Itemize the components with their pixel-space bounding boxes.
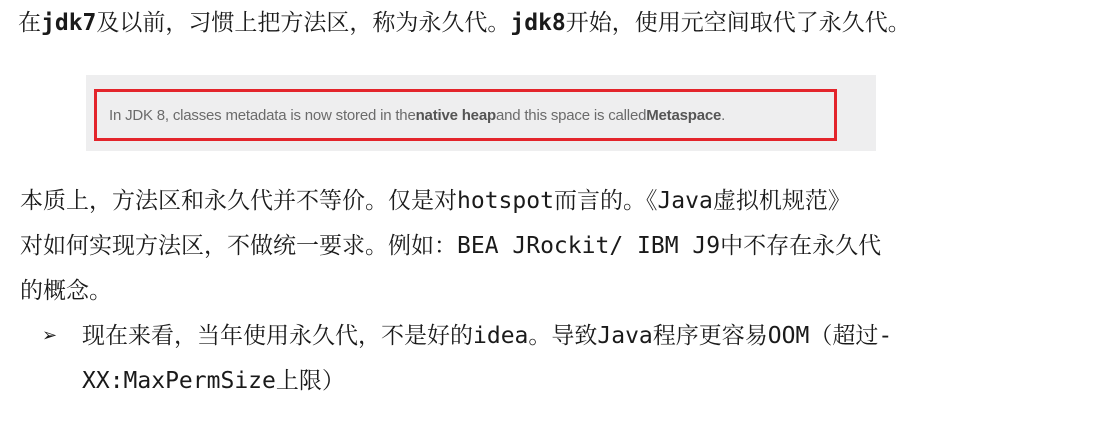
para2-text-c: 中不存在永久代 bbox=[720, 233, 882, 259]
jdk8-code: jdk8 bbox=[510, 10, 566, 36]
para2-text-a: 对如何实现方法区，不做统一要求。例如： bbox=[20, 233, 457, 259]
quote-text-1: In JDK 8, classes metadata is now stored in the bbox=[109, 106, 416, 124]
jdk7-code: jdk7 bbox=[41, 10, 97, 36]
oom-term: OOM bbox=[767, 323, 810, 349]
para1-text-e: 虚拟机规范》 bbox=[712, 188, 851, 214]
hotspot-term: hotspot bbox=[457, 188, 554, 214]
idea-term: idea bbox=[473, 323, 529, 349]
quote-metaspace: Metaspace bbox=[646, 106, 722, 124]
para3-text-a: 的概念。 bbox=[20, 278, 112, 304]
arrow-bullet-icon: ➢ bbox=[42, 325, 58, 346]
quote-text-2: and this space is called bbox=[495, 106, 647, 124]
bullet-item bbox=[42, 321, 892, 351]
bullet-cont-text-b: 上限） bbox=[275, 368, 345, 394]
quote-text-3: . bbox=[721, 106, 726, 124]
quote-highlight-box bbox=[94, 89, 837, 141]
paragraph-line-2 bbox=[20, 231, 881, 261]
intro-text-1: 在 bbox=[18, 10, 41, 36]
maxpermsize-flag: XX:MaxPermSize bbox=[82, 368, 276, 394]
bullet-text-e: 程序更容易 bbox=[652, 323, 768, 349]
bullet-text-a: 现在来看，当年使用永久代，不是好的 bbox=[82, 323, 473, 349]
vendor-list: BEA JRockit/ IBM J9 bbox=[457, 233, 721, 259]
intro-text-3: 开始，使用元空间取代了永久代。 bbox=[565, 10, 911, 36]
bullet-text-g: （超过 bbox=[809, 323, 879, 349]
paragraph-line-3 bbox=[20, 276, 112, 306]
bullet-continuation bbox=[82, 366, 345, 396]
bullet-dash: - bbox=[878, 323, 893, 349]
java-term: Java bbox=[657, 188, 713, 214]
bullet-text-c: 。导致 bbox=[528, 323, 598, 349]
paragraph-line-1 bbox=[20, 186, 851, 216]
java-term-2: Java bbox=[597, 323, 653, 349]
intro-text-2: 及以前，习惯上把方法区，称为永久代。 bbox=[96, 10, 511, 36]
para1-text-c: 而言的。《 bbox=[553, 188, 658, 214]
quote-screenshot bbox=[86, 75, 876, 151]
quote-native-heap: native heap bbox=[415, 106, 496, 124]
para1-text-a: 本质上，方法区和永久代并不等价。仅是对 bbox=[20, 188, 457, 214]
intro-line bbox=[18, 8, 911, 38]
